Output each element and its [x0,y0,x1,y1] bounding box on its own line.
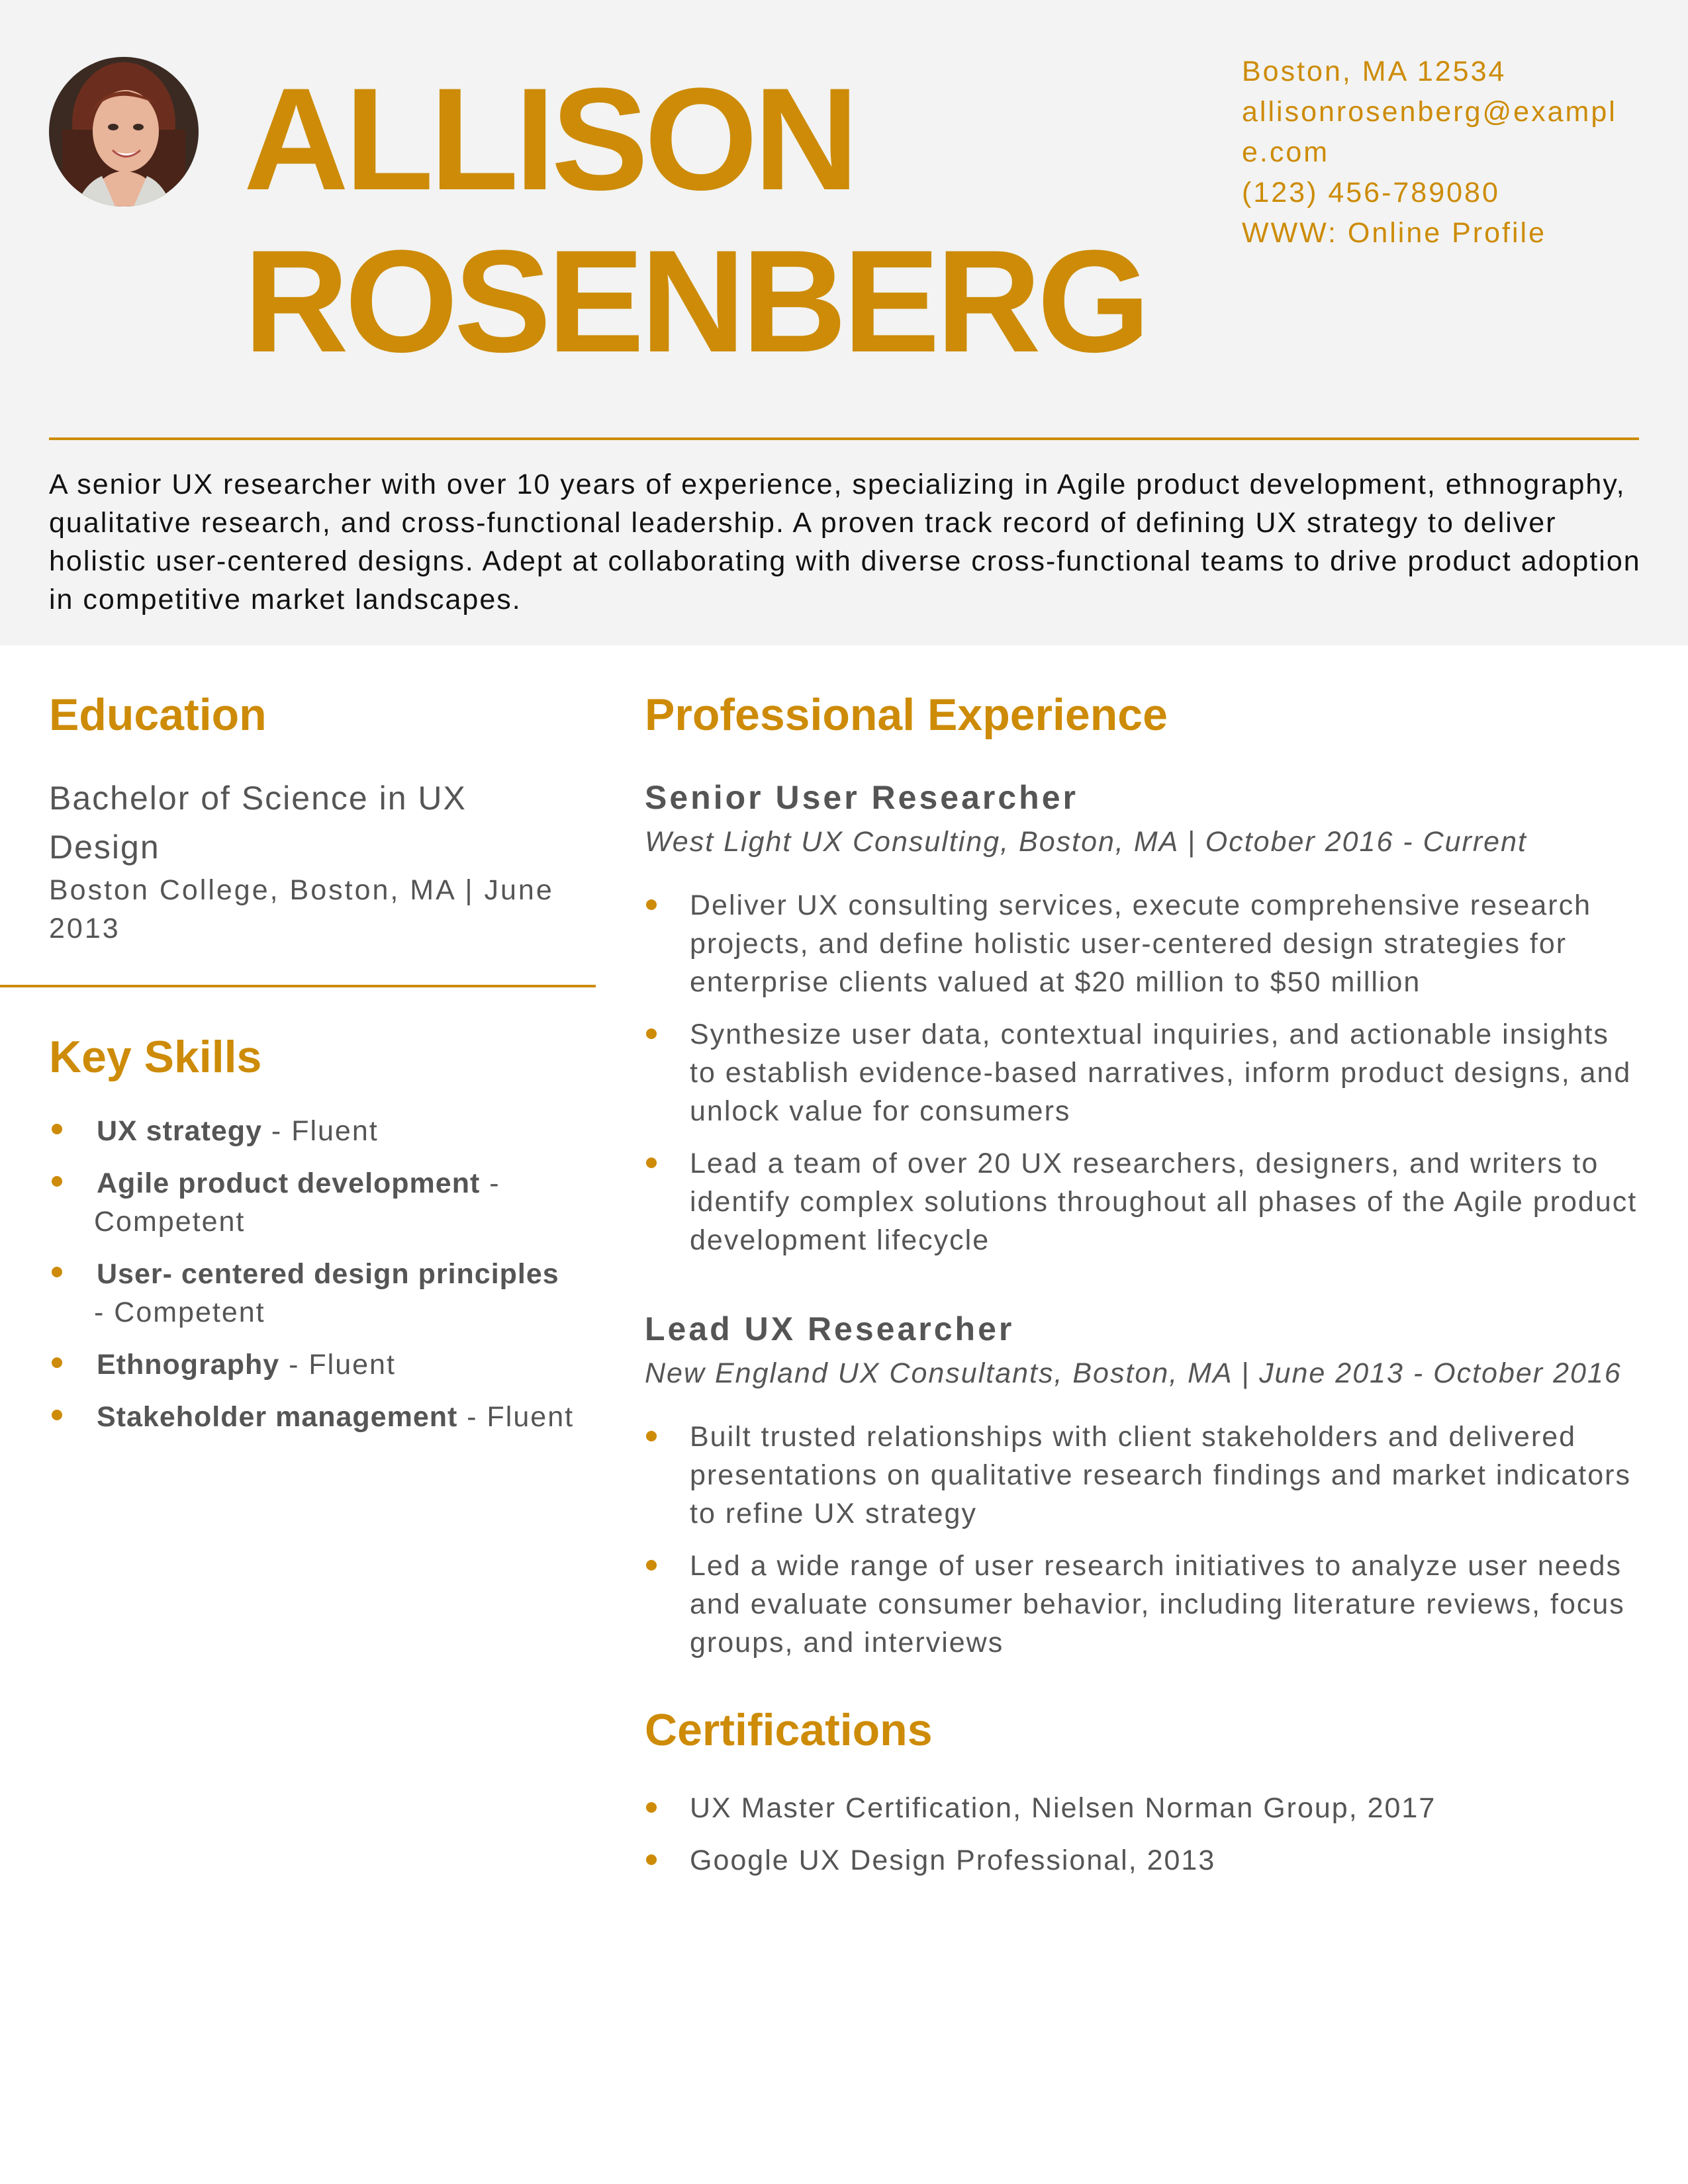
bullet-dot-icon [646,1431,657,1441]
education-school: Boston College, Boston, MA | June 2013 [49,874,554,944]
certification-item [645,1841,1644,1880]
certifications-block [645,1789,1644,1893]
certification-item [645,1789,1644,1827]
bullet-dot-icon [646,1560,657,1570]
job-bullets [645,1418,1644,1662]
job-meta: New England UX Consultants, Boston, MA | June 2013 - October 2016 [645,1357,1622,1389]
name-last: ROSENBERG [244,220,1147,383]
job-bullets [645,886,1644,1259]
bullet-dot-icon [52,1410,62,1420]
skill-item [49,1345,579,1384]
education-degree: Bachelor of Science in UX Design [49,780,467,866]
skill-name: UX strategy [97,1115,262,1147]
job-bullet [645,1547,1644,1662]
header-divider [49,437,1639,440]
profile-photo-illustration [49,57,199,206]
job-bullet-text: Synthesize user data, contextual inquiries, and actionable insights to establish evidence-based narratives, inform product designs, and unlock value for consumers [690,1019,1632,1127]
job-meta: West Light UX Consulting, Boston, MA | October 2016 - Current [645,826,1527,858]
skill-name: Agile product development [97,1167,481,1199]
experience-heading: Professional Experience [645,690,1168,740]
skill-level: - Fluent [457,1401,575,1433]
skill-item [49,1112,579,1150]
bullet-dot-icon [52,1267,62,1277]
job-title: Senior User Researcher [645,779,1078,816]
skill-item [49,1255,579,1332]
bullet-dot-icon [646,899,657,910]
job-bullet [645,1015,1644,1130]
bullet-dot-icon [52,1176,62,1187]
job-bullet [645,1418,1644,1533]
skill-item [49,1398,579,1436]
certifications-list [645,1789,1644,1880]
skill-level: - Fluent [279,1349,396,1381]
certification-text: Google UX Design Professional, 2013 [690,1844,1216,1876]
skill-level: - Fluent [261,1115,379,1147]
summary: A senior UX researcher with over 10 years of experience, specializing in Agile product development, ethnography, qualitative research, and cross-functional leadership. A proven track record of defining UX strategy to deliver holistic user-centered designs. Adept at collaborating with diverse cross-functional teams to drive product adoption in competitive market landscapes. [49,469,1641,615]
name-first: ALLISON [244,58,855,220]
skills-heading: Key Skills [49,1032,262,1082]
contact-phone[interactable]: (123) 456-789080 [1242,177,1500,208]
bullet-dot-icon [646,1158,657,1168]
contact-website[interactable]: WWW: Online Profile [1242,217,1546,249]
contact-email[interactable]: allisonrosenberg@example.com [1242,96,1617,168]
skill-name: Ethnography [97,1349,280,1381]
bullet-dot-icon [52,1124,62,1134]
bullet-dot-icon [646,1802,657,1813]
skill-level: - Competent [94,1167,500,1238]
job-bullet-text: Lead a team of over 20 UX researchers, designers, and writers to identify complex solutions throughout all phases of the Agile product development lifecycle [690,1148,1638,1256]
bullet-dot-icon [646,1854,657,1865]
job-bullet [645,886,1644,1001]
bullet-dot-icon [52,1357,62,1368]
skill-name: Stakeholder management [97,1401,458,1433]
skill-level: - Competent [94,1297,265,1328]
profile-photo [49,57,199,206]
job-bullet-text: Built trusted relationships with client stakeholders and delivered presentations on qualitative research findings and market indicators to refine UX strategy [690,1421,1631,1529]
certification-text: UX Master Certification, Nielsen Norman Group, 2017 [690,1792,1436,1824]
skills-list [49,1112,579,1450]
bullet-dot-icon [646,1028,657,1039]
contact-location: Boston, MA 12534 [1242,56,1507,87]
certifications-heading: Certifications [645,1705,933,1755]
job-bullet-text: Led a wide range of user research initiatives to analyze user needs and evaluate consumer behavior, including literature reviews, focus groups, and interviews [690,1550,1625,1659]
skill-name: User- centered design principles [97,1258,559,1290]
job-entry-lead-ux-researcher [645,1309,1644,1676]
job-bullet [645,1144,1644,1259]
job-bullet-text: Deliver UX consulting services, execute comprehensive research projects, and define holistic user-centered design strategies for enterprise clients valued at $20 million to $50 million [690,889,1591,998]
job-title: Lead UX Researcher [645,1310,1015,1347]
contact-block [1242,52,1639,253]
skill-item [49,1164,579,1241]
education-divider [0,985,596,987]
job-entry-senior-user-researcher [645,778,1644,1273]
education-heading: Education [49,690,267,740]
